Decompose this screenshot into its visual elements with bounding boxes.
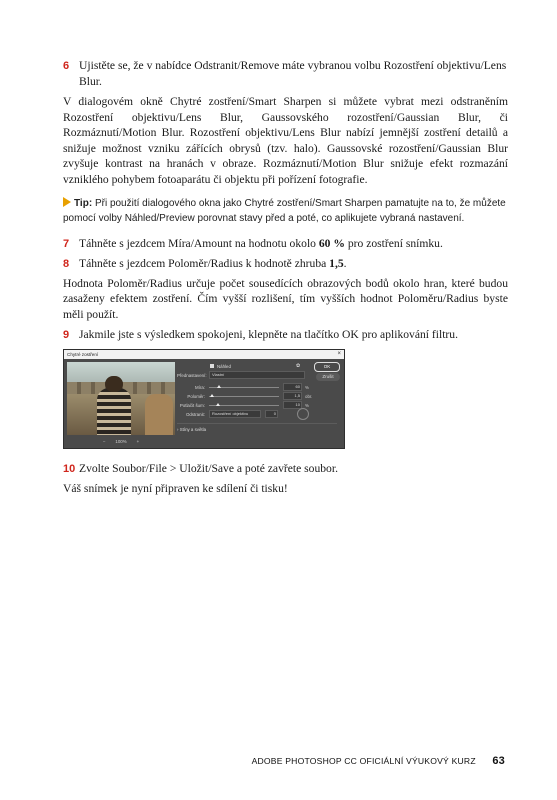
preset-label: Přednastavení:: [177, 372, 207, 378]
noise-label: Potlačit šum:: [179, 402, 205, 408]
radius-unit: obr.: [305, 393, 313, 399]
page-content: [63, 58, 508, 502]
noise-value-field[interactable]: 10: [283, 401, 302, 409]
zoom-level: 100%: [115, 439, 127, 445]
cancel-button[interactable]: Zrušit: [316, 373, 340, 381]
remove-select[interactable]: Rozostření objektivu: [209, 410, 261, 418]
close-icon[interactable]: ×: [337, 351, 341, 358]
radius-slider-knob[interactable]: [210, 394, 214, 397]
step-number: 10: [63, 463, 76, 476]
zoom-in-icon[interactable]: +: [136, 439, 140, 445]
radius-row: [177, 392, 312, 400]
zoom-out-icon[interactable]: −: [102, 439, 106, 445]
step-9: [63, 327, 508, 343]
radius-value-field[interactable]: 1,5: [283, 392, 302, 400]
tip-arrow-icon: [63, 197, 71, 207]
dialog-title: Chytré zostření: [64, 350, 344, 359]
tip-text: Při použití dialogového okna jako Chytré zostření/Smart Sharpen pamatujte na to, že můžete pomocí volby Náhled/Preview porovnat stavy před a poté, co aplikujete vybraná nastavení.: [63, 197, 506, 224]
step-number: 9: [63, 329, 70, 342]
amount-row: [177, 383, 309, 391]
step-number: 7: [63, 237, 70, 250]
preview-label: Náhled: [217, 363, 231, 369]
remove-row: [177, 410, 278, 418]
amount-value-field[interactable]: 60: [283, 383, 302, 391]
preview-toggle[interactable]: [210, 362, 231, 370]
step-text-part: .: [343, 256, 347, 270]
page-number: 63: [492, 755, 505, 767]
step-text: [79, 236, 508, 252]
radius-label: Poloměr:: [187, 393, 205, 399]
noise-slider-knob[interactable]: [216, 403, 220, 406]
amount-unit: %: [305, 384, 309, 390]
step-text: Zvolte Soubor/File > Uložit/Save a poté zavřete soubor.: [79, 462, 338, 476]
chevron-right-icon: ›: [177, 427, 179, 433]
gear-icon[interactable]: ✿: [296, 363, 301, 370]
step-text: Ujistěte se, že v nabídce Odstranit/Remove máte vybranou volbu Rozostření objektivu/Lens Blur.: [79, 59, 507, 88]
step-value: 60 %: [318, 236, 345, 250]
step-text: [79, 256, 508, 272]
step-text-part: pro zostření snímku.: [344, 236, 443, 250]
shadows-highlights-section[interactable]: [177, 423, 337, 432]
step-text-part: Táhněte s jezdcem Míra/Amount na hodnotu okolo: [79, 236, 319, 250]
zoom-bar: [67, 437, 175, 446]
noise-slider[interactable]: [209, 405, 279, 406]
page-footer: [0, 755, 505, 767]
amount-slider[interactable]: [209, 387, 279, 388]
noise-unit: %: [305, 402, 309, 408]
paragraph-radius: Hodnota Poloměr/Radius určuje počet sousedících obrazových bodů okolo hran, které budou zasaženy efektem zostření. Čím vyšší rozlišení, tím vyšších hodnot Poloměru/Radius byste měli použít.: [63, 276, 508, 321]
remove-label: Odstranit:: [185, 411, 205, 417]
step-8: [63, 256, 508, 272]
angle-dial[interactable]: [297, 408, 309, 420]
preview-checkbox[interactable]: [210, 364, 214, 368]
step-number: 6: [63, 60, 70, 72]
closing-sentence: Váš snímek je nyní připraven ke sdílení či tisku!: [63, 482, 288, 496]
step-text-part: Táhněte s jezdcem Poloměr/Radius k hodnotě zhruba: [79, 256, 330, 270]
preset-select[interactable]: Vlastní: [209, 371, 305, 379]
angle-field[interactable]: 0: [265, 410, 278, 418]
amount-slider-knob[interactable]: [217, 385, 221, 388]
preview-image: [67, 362, 175, 435]
preset-row: [177, 371, 305, 379]
step-10: [63, 461, 508, 477]
section-label: Stíny a světla: [179, 427, 207, 433]
radius-slider[interactable]: [209, 396, 279, 397]
tip-label: Tip:: [74, 197, 93, 209]
step-7: [63, 236, 508, 252]
amount-label: Míra:: [194, 384, 205, 390]
book-title: ADOBE PHOTOSHOP CC OFICIÁLNÍ VÝUKOVÝ KURZ: [251, 756, 476, 766]
tip-box: [63, 196, 508, 226]
step-text: Jakmile jste s výsledkem spokojeni, klepněte na tlačítko OK pro aplikování filtru.: [79, 328, 458, 342]
step-number: 8: [63, 257, 70, 270]
step-6: [63, 58, 508, 90]
paragraph-blur-types: V dialogovém okně Chytré zostření/Smart Sharpen si můžete vybrat mezi odstraněním Rozostření objektivu/Lens Blur, Gaussovského rozostření/Gaussian Blur, či Rozmáznutí/Motion Blur. Rozostření objektivu/Lens Blur nabízí jemnější zostření detailů a snižuje možnost vzniku zářících obrysů (tzv. halo). Gaussovské rozostření/Gaussian Blur zvyšuje kontrast na hranách v obraze. Rozmáznutí/Motion Blur snižuje efekt rozmazání vzniklého pohybem fotoaparátu či objektu při pořízení fotografie.: [63, 95, 508, 186]
step-value: 1,5: [329, 256, 344, 270]
noise-row: [177, 401, 309, 409]
ok-button[interactable]: OK: [314, 362, 340, 372]
smart-sharpen-dialog-screenshot: [63, 349, 345, 449]
